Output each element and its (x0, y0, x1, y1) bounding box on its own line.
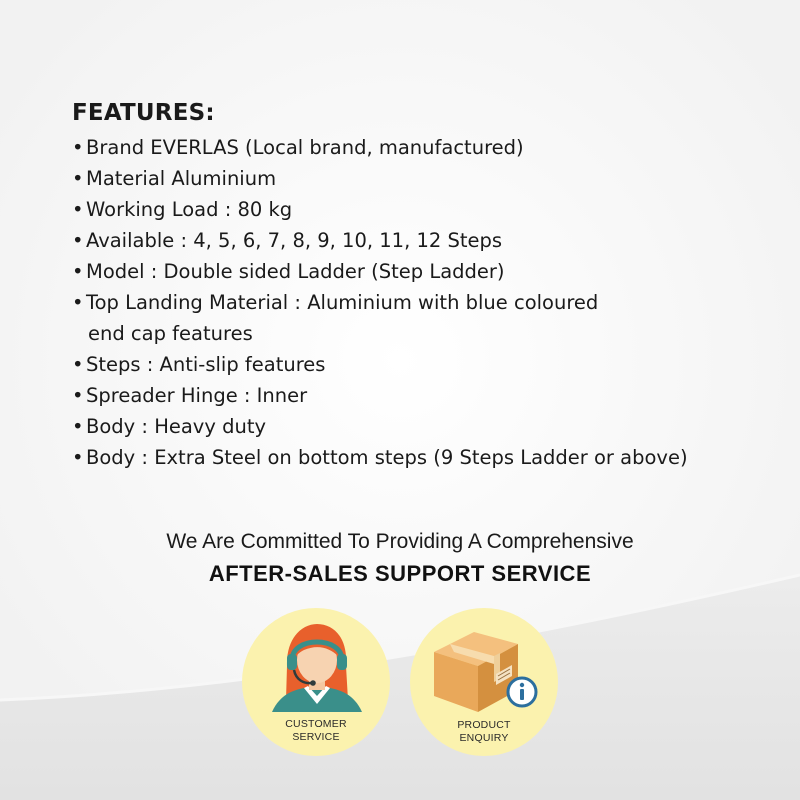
features-section (72, 100, 772, 473)
feature-item-continuation: end cap features (88, 322, 253, 345)
feature-item-body-steel: • Body : Extra Steel on bottom steps (9 Steps Ladder or above) (72, 442, 772, 473)
product-enquiry-badge[interactable] (410, 608, 558, 756)
bullet-dot: • (72, 384, 84, 407)
feature-item-working-load: • Working Load : 80 kg (72, 194, 772, 225)
features-list (72, 132, 772, 473)
product-enquiry-label: PRODUCT ENQUIRY (457, 719, 511, 744)
feature-item-spreader-hinge: • Spreader Hinge : Inner (72, 380, 772, 411)
bullet-dot: • (72, 136, 84, 159)
customer-service-label: CUSTOMER SERVICE (285, 718, 347, 743)
feature-item-body-heavy: • Body : Heavy duty (72, 411, 772, 442)
bullet-dot: • (72, 353, 84, 376)
commitment-text: We Are Committed To Providing A Comprehensive (166, 530, 634, 553)
customer-service-badge[interactable] (242, 608, 390, 756)
feature-item-available: • Available : 4, 5, 6, 7, 8, 9, 10, 11, 12 Steps (72, 225, 772, 256)
bullet-dot: • (72, 198, 84, 221)
after-sales-title: AFTER-SALES SUPPORT SERVICE (208, 561, 592, 586)
feature-item-top-landing: • Top Landing Material : Aluminium with blue coloured end cap features (72, 287, 772, 349)
feature-item-brand: • Brand EVERLAS (Local brand, manufactured) (72, 132, 772, 163)
feature-item-material: • Material Aluminium (72, 163, 772, 194)
bullet-dot: • (72, 229, 84, 252)
bullet-dot: • (72, 446, 84, 469)
bullet-dot: • (72, 167, 84, 190)
feature-item-model: • Model : Double sided Ladder (Step Ladder) (72, 256, 772, 287)
bullet-dot: • (72, 260, 84, 283)
bullet-dot: • (72, 415, 84, 438)
feature-item-steps: • Steps : Anti-slip features (72, 349, 772, 380)
bullet-dot: • (72, 291, 84, 314)
features-heading: FEATURES: (72, 100, 215, 126)
